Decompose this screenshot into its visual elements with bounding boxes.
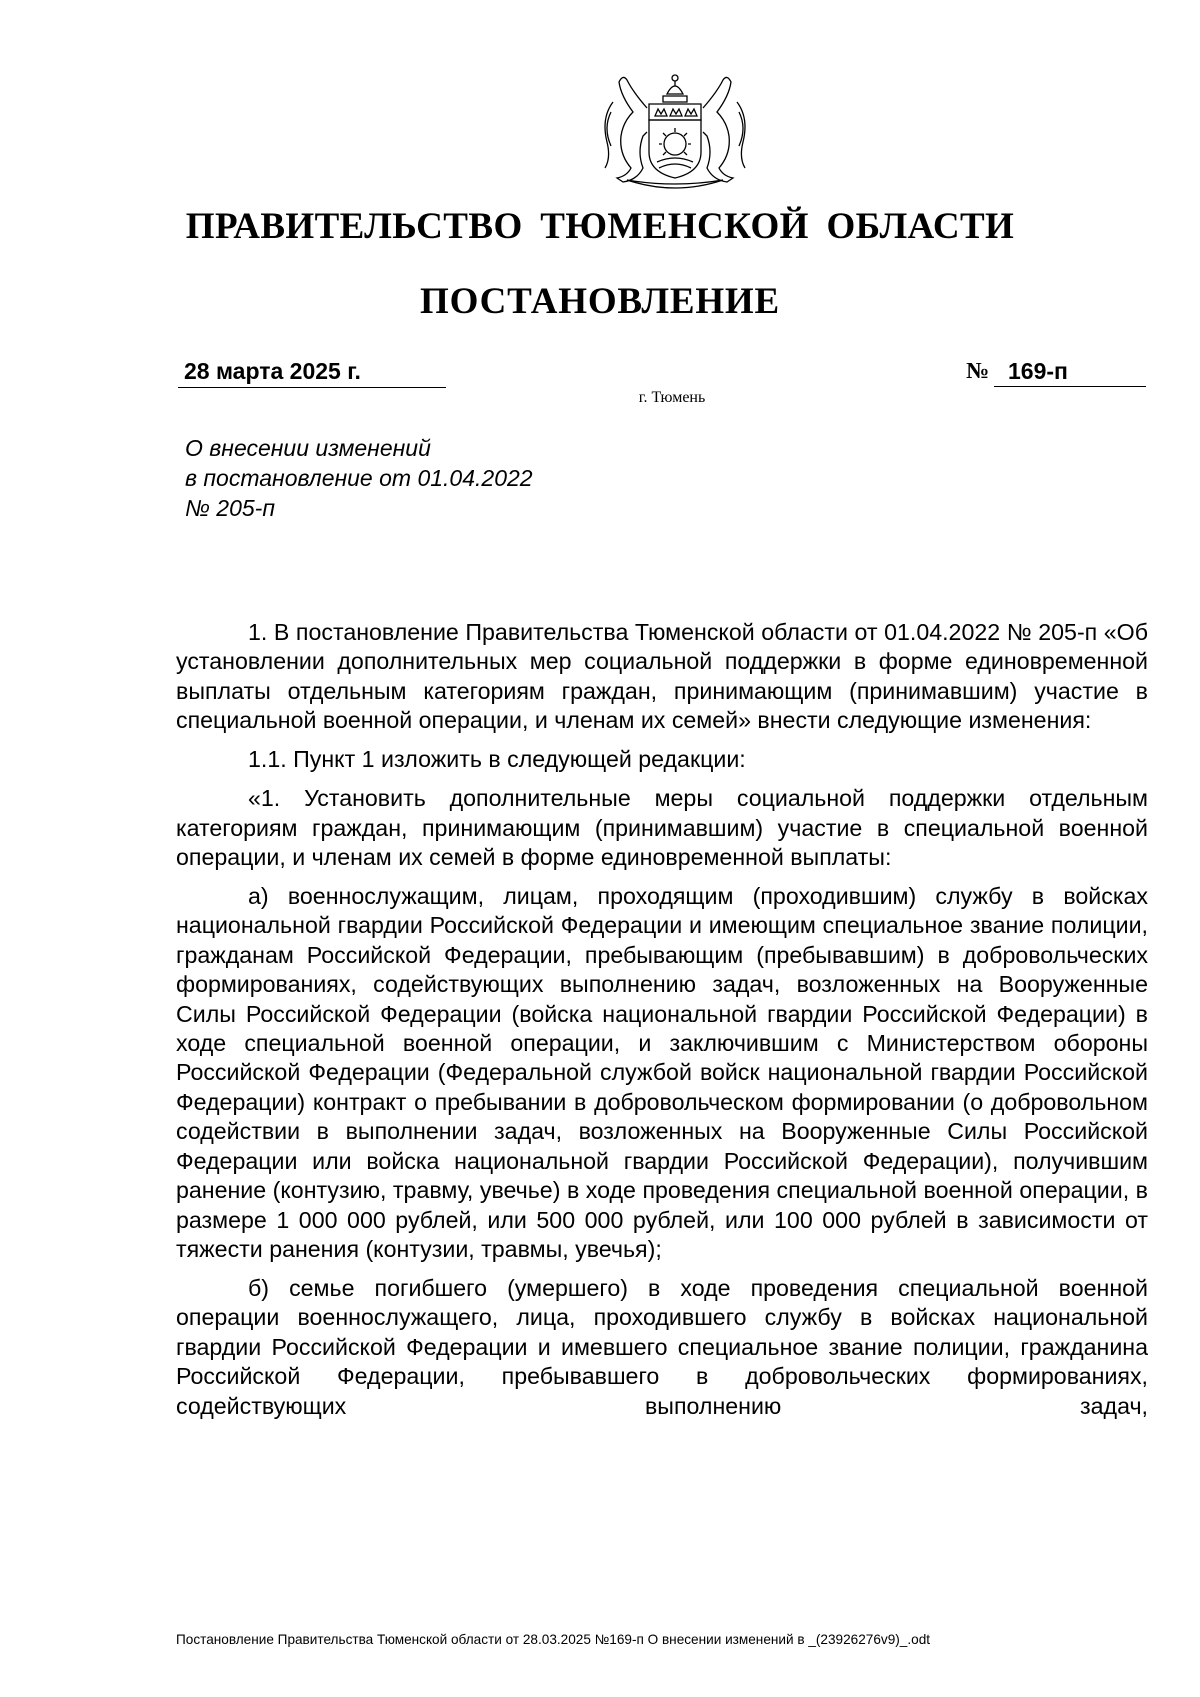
body-paragraph: 1. В постановление Правительства Тюменской области от 01.04.2022 № 205-п «Об установлении дополнительных мер социальной поддержки в форме единовременной выплаты отдельным категориям граждан, принимающим (принимавшим) участие в специальной военной операции, и членам их семей» внести следующие изменения:: [176, 619, 1148, 734]
document-body: [176, 618, 1148, 1421]
subject-line: О внесении изменений: [185, 435, 431, 461]
body-paragraph: б) семье погибшего (умершего) в ходе проведения специальной военной операции военнослужащего, лица, проходившего службу в войсках национальной гвардии Российской Федерации и имевшего специальное звание полиции, гражданина Российской Федерации, пребывавшего в добровольческих формированиях, содействующих выполнению задач,: [176, 1274, 1148, 1419]
document-number: 169-п: [994, 355, 1146, 387]
subject-line: № 205-п: [185, 495, 275, 521]
page-footer: Постановление Правительства Тюменской области от 28.03.2025 №169-п О внесении изменений в _(23926276v9)_.odt: [176, 1632, 931, 1647]
document-type-title: ПОСТАНОВЛЕНИЕ: [419, 281, 780, 322]
body-paragraph: 1.1. Пункт 1 изложить в следующей редакции:: [248, 746, 746, 773]
document-date: 28 марта 2025 г.: [178, 355, 446, 388]
coat-of-arms-icon: [597, 72, 753, 192]
subject-line: в постановление от 01.04.2022: [185, 465, 533, 491]
number-sign: №: [966, 358, 990, 383]
government-title: ПРАВИТЕЛЬСТВО ТЮМЕНСКОЙ ОБЛАСТИ: [185, 206, 1015, 247]
body-paragraph: «1. Установить дополнительные меры социальной поддержки отдельным категориям граждан, принимающим (принимавшим) участие в специальной военной операции, и членам их семей в форме единовременной выплаты:: [176, 785, 1148, 871]
document-subject: [185, 433, 685, 523]
document-city: г. Тюмень: [638, 389, 706, 406]
body-paragraph: а) военнослужащим, лицам, проходящим (проходившим) службу в войсках национальной гвардии Российской Федерации и имеющим специальное звание полиции, гражданам Российской Федерации, пребывающим (пребывавшим) в добровольческих формированиях, содействующих выполнению задач, возложенных на Вооруженные Силы Российской Федерации (войска национальной гвардии Российской Федерации) в ходе специальной военной операции, и заключившим с Министерством обороны Российской Федерации (Федеральной службой войск национальной гвардии Российской Федерации) контракт о пребывании в добровольческом формировании (о добровольном содействии в выполнении задач, возложенных на Вооруженные Силы Российской Федерации или войска национальной гвардии Российской Федерации), получившим ранение (контузию, травму, увечье) в ходе проведения специальной военной операции, в размере 1 000 000 рублей, или 500 000 рублей, или 100 000 рублей в зависимости от тяжести ранения (контузии, травмы, увечья);: [176, 883, 1148, 1262]
